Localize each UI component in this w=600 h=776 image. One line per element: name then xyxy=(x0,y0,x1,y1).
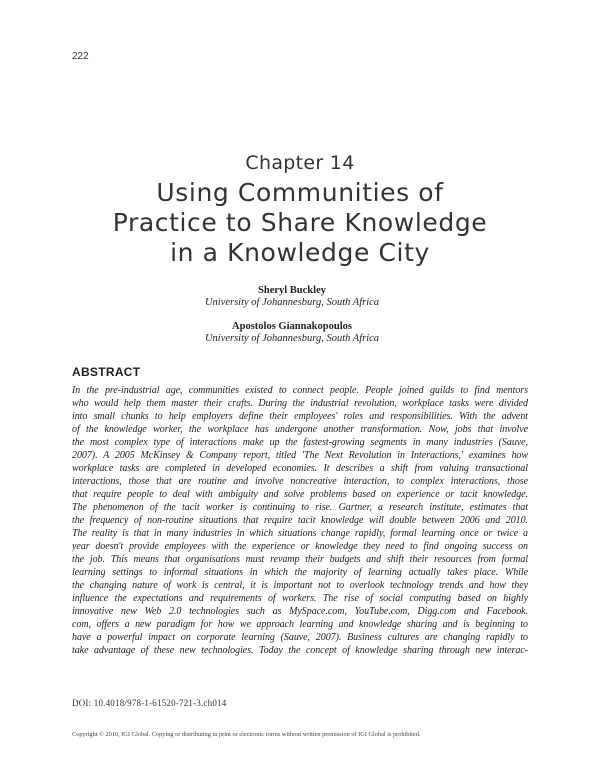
abstract-heading: ABSTRACT xyxy=(72,365,141,379)
abstract-line: In the pre-industrial age, communities existed to connect people. People joined guilds to find mentors xyxy=(72,385,528,396)
abstract-line: into small chunks to help employers define their employees' roles and responsibilities. With the advent xyxy=(72,411,528,422)
abstract-line: that require people to deal with ambiguity and solve problems based on experience or tacit knowledge. xyxy=(72,489,528,500)
abstract-body xyxy=(72,384,528,657)
author-name: Apostolos Giannakopoulos xyxy=(232,321,352,332)
copyright-notice: Copyright © 2010, IGI Global. Copying or distributing in print or electronic forms without written permission of IGI Global is prohibited. xyxy=(72,731,421,738)
chapter-label: Chapter 14 xyxy=(245,152,355,174)
abstract-line: of the knowledge worker, the workplace has undergone another transformation. Now, jobs that involve xyxy=(72,424,528,435)
abstract-line: innovative new Web 2.0 technologies such as MySpace.com, YouTube.com, Digg.com and Facebook. xyxy=(72,606,528,617)
abstract-line: who would help them master their crafts. During the industrial revolution, workplace tasks were divided xyxy=(72,398,528,409)
author-block-1 xyxy=(0,285,584,309)
abstract-line: year doesn't provide employees with the experience or knowledge they need to find ongoing success on xyxy=(72,541,528,552)
author-name: Sheryl Buckley xyxy=(258,285,326,296)
abstract-line: the job. This means that organisations must revamp their budgets and shift their resources from formal xyxy=(72,554,528,565)
doi: DOI: 10.4018/978-1-61520-721-3.ch014 xyxy=(72,698,227,708)
title-line: Practice to Share Knowledge xyxy=(112,208,488,237)
chapter-title xyxy=(0,178,600,268)
abstract-line: take advantage of these new technologies. Today the concept of knowledge sharing through new interac- xyxy=(72,645,528,656)
abstract-line: The phenomenon of the tacit worker is continuing to rise. Gartner, a research institute, estimates that xyxy=(72,502,528,513)
abstract-line: the changing nature of work is central, it is important not to overlook technology trends and how they xyxy=(72,580,528,591)
abstract-line: The reality is that in many industries in which situations change rapidly, formal learning once or twice a xyxy=(72,528,528,539)
page-number: 222 xyxy=(72,51,89,62)
abstract-line: have a powerful impact on corporate learning (Sauve, 2007). Business cultures are changing rapidly to xyxy=(72,632,528,643)
abstract-line: the frequency of non-routine situations that require tacit knowledge will double between 2006 and 2010. xyxy=(72,515,528,526)
title-line: in a Knowledge City xyxy=(170,238,430,267)
abstract-line: workplace tasks are completed in developed economies. It describes a shift from valuing transactional xyxy=(72,463,528,474)
abstract-line: the most complex type of interactions make up the fastest-growing segments in many industries (Sauve, xyxy=(72,437,528,448)
author-block-2 xyxy=(0,321,584,345)
abstract-line: learning settings to informal situations in which the majority of learning actually takes place. While xyxy=(72,567,528,578)
abstract-line: com, offers a new paradigm for how we approach learning and knowledge sharing and is beginning to xyxy=(72,619,528,630)
author-affiliation: University of Johannesburg, South Africa xyxy=(204,333,380,344)
abstract-line: 2007). A 2005 McKinsey & Company report, titled 'The Next Revolution in Interactions,' examines how xyxy=(72,450,528,461)
title-line: Using Communities of xyxy=(156,178,444,207)
abstract-line: influence the expectations and requirements of workers. The rise of social computing based on highly xyxy=(72,593,528,604)
abstract-line: interactions, those that are routine and involve noncreative interaction, to complex interactions, those xyxy=(72,476,528,487)
author-affiliation: University of Johannesburg, South Africa xyxy=(204,297,380,308)
